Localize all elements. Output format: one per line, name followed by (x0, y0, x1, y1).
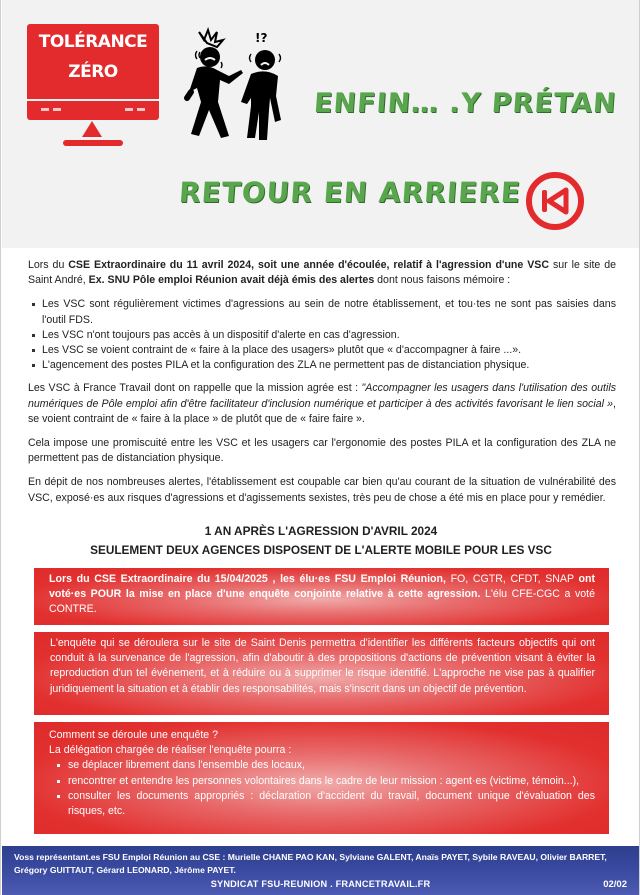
promiscuity-paragraph: Cela impose une promiscuité entre les VSC et les usagers car l'ergonomie des postes PILA et la configuration des ZLA ne permettent pas de distanciation physique. (28, 437, 616, 465)
monitor-text-zero: ZÉRO (68, 62, 118, 82)
header-banner (2, 0, 639, 248)
monitor-base (63, 140, 123, 146)
section-title-one-year: 1 AN APRÈS L'AGRESSION D'AVRIL 2024 (204, 524, 438, 538)
culpability-paragraph: En dépit de nos nombreuses alertes, l'établissement est coupable car bien qu'au courant de la situation de vulnérabilité des VSC, exposé·es aux risques d'agressions et d'agissements sexistes, très peu de chose a été mis en place pour y remédier. (28, 476, 616, 504)
investigation-box: L'enquête qui se déroulera sur le site de Saint Denis permettra d'identifier les différents facteurs objectifs qui ont conduit à la survenance de l'agression, afin d'aboutir à des propositions d'actions de prévention visant à éviter la reproduction d'un tel événement, et à réduire ou à supprimer le risque identifié. L'approche ne vise pas à qualifier juridiquement la situation et à établir des responsabilités, mais s'inscrit dans un objectif de prévention. (34, 632, 609, 715)
monitor-divider (27, 99, 159, 101)
list-item: L'agencement des postes PILA et la configuration des ZLA ne permettent pas de distanciation physique. (28, 358, 616, 373)
monitor-dash (137, 108, 145, 111)
page-number: 02/02 (603, 879, 627, 890)
process-lead: La délégation chargée de réaliser l'enquête pourra : (49, 744, 292, 757)
footer (2, 846, 639, 895)
process-list (55, 758, 595, 819)
skip-back-icon (524, 170, 586, 232)
headline-enfin-y-pretan: ENFIN… .Y PRÉTAN (312, 88, 618, 119)
investigation-process-box (34, 722, 609, 834)
monitor-text-tolerance: TOLÉRANCE (38, 32, 148, 52)
list-item: Les VSC se voient contraint de « faire à la place des usagers» plutôt que « d'accompagner à faire ...». (28, 343, 616, 358)
section-title-two-agencies: SEULEMENT DEUX AGENCES DISPOSENT DE L'ALERTE MOBILE POUR LES VSC (90, 543, 552, 557)
monitor-dash (53, 108, 61, 111)
list-item: Les VSC n'ont toujours pas accès à un dispositif d'alerte en cas d'agression. (28, 328, 616, 343)
representatives-list: Voss représentant.es FSU Emploi Réunion au CSE : Murielle CHANE PAO KAN, Sylviane GALENT, Anaïs PAYET, Sybile RAVEAU, Olivier BARRET, Grégory GUITTAUT, Gérard LEONARD, Jérôme PAYET. (14, 852, 607, 875)
monitor-dash (41, 108, 49, 111)
alerts-list (28, 297, 616, 373)
vote-box: Lors du CSE Extraordinaire du 15/04/2025 , les élu·es FSU Emploi Réunion, FO, CGTR, CFDT, SNAP ont voté·es POUR la mise en place d'une enquête conjointe relative à cette agression. L'élu CFE-CGC a voté CONTRE. (34, 568, 609, 625)
website-link[interactable]: SYNDICAT FSU-REUNION . FRANCETRAVAIL.FR (210, 879, 431, 889)
headline-retour-en-arriere: RETOUR EN ARRIERE (177, 176, 523, 209)
tolerance-zero-monitor-icon (27, 24, 159, 146)
list-item: rencontrer et entendre les personnes volontaires dans le cadre de leur mission : agent·es (victime, témoin...), (55, 774, 595, 789)
list-item: consulter les documents appropriés : déclaration d'accident du travail, document unique d'évaluation des risques, etc. (55, 789, 595, 819)
svg-text:!?: !? (255, 31, 268, 45)
list-item: Les VSC sont régulièrement victimes d'agressions au sein de notre établissement, et tou·tes ne sont pas saisies dans l'outil FDS. (28, 297, 616, 327)
aggression-figures-icon (177, 26, 292, 144)
monitor-dash (125, 108, 133, 111)
intro-content (28, 258, 616, 515)
process-question: Comment se déroule une enquête ? (49, 729, 219, 741)
list-item: se déplacer librement dans l'ensemble des locaux, (55, 758, 595, 773)
intro-paragraph: Lors du CSE Extraordinaire du 11 avril 2024, soit une année d'écoulée, relatif à l'agression d'une VSC sur le site de Saint André, Ex. SNU Pôle emploi Réunion avait déjà émis des alertes dont nous faisons mémoire : (28, 259, 617, 287)
monitor-stand (82, 121, 102, 137)
mission-paragraph: Les VSC à France Travail dont on rappelle que la mission agrée est : "Accompagner les usagers dans l'utilisation des outils numériques de Pôle emploi afin d'être facilitateur d'inclusion numérique et participer à des activités favorisant le lien social », se voient contraint de « faire à la place » de plutôt que de « faire faire ». (28, 382, 616, 425)
